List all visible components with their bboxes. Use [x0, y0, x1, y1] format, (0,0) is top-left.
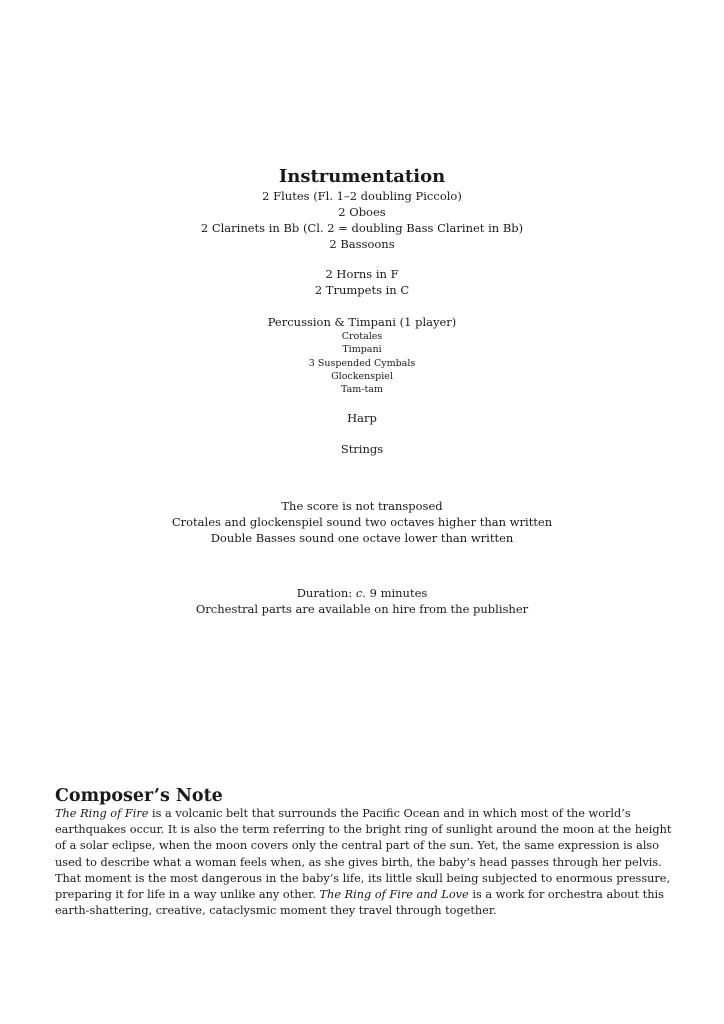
- instrument-line: Harp: [347, 411, 377, 425]
- percussion-item: Crotales: [341, 331, 383, 342]
- duration-value: 9 minutes: [365, 586, 428, 600]
- duration-block: [0, 585, 724, 617]
- duration-approx: c.: [355, 586, 366, 600]
- note-paragraph-part: is a work for orchestra about this earth-shattering, creative, cataclysmic moment they travel through together.: [55, 888, 664, 918]
- duration-line: [0, 585, 724, 601]
- harp-line: [0, 410, 724, 426]
- duration-label: Duration:: [296, 586, 356, 600]
- instrument-line: 2 Flutes (Fl. 1–2 doubling Piccolo): [262, 189, 462, 203]
- instrument-line: Strings: [340, 442, 384, 456]
- percussion-heading: Percussion & Timpani (1 player): [267, 315, 457, 329]
- composers-note-text: [55, 806, 677, 919]
- performance-note: Double Basses sound one octave lower than written: [210, 531, 514, 545]
- instrument-line: 2 Trumpets in C: [314, 283, 410, 297]
- instrument-line: 2 Clarinets in Bb (Cl. 2 = doubling Bass Clarinet in Bb): [200, 221, 524, 235]
- note-paragraph-part: is a volcanic belt that surrounds the Pacific Ocean and in which most of the world’s earthquakes occur. It is also the term referring to the bright ring of sunlight around the moon at the height of a solar eclipse, when the moon covers only the central part of the sun. Yet, the same expression is also used to describe what a woman feels when, as she gives birth, the baby’s head passes through her pelvis. That moment is the most dangerous in the baby’s life, its little skull being subjected to enormous pressure, preparing it for life in a way unlike any other.: [55, 807, 672, 902]
- work-title: The Ring of Fire and Love: [319, 888, 469, 902]
- percussion-item: Timpani: [342, 344, 382, 356]
- percussion-list: [0, 314, 724, 396]
- percussion-item: 3 Suspended Cymbals: [308, 357, 416, 369]
- performance-notes: [0, 498, 724, 546]
- percussion-item: Glockenspiel: [331, 370, 393, 382]
- brass-list: [0, 266, 724, 298]
- performance-note: The score is not transposed: [281, 499, 443, 513]
- instrument-line: 2 Bassoons: [329, 237, 395, 251]
- percussion-item: Tam-tam: [341, 384, 383, 396]
- instrument-line: 2 Oboes: [338, 205, 386, 219]
- parts-availability: Orchestral parts are available on hire from the publisher: [195, 602, 529, 616]
- instrument-line: 2 Horns in F: [325, 267, 399, 281]
- performance-note: Crotales and glockenspiel sound two octaves higher than written: [171, 515, 553, 529]
- strings-line: [0, 441, 724, 457]
- composers-note-heading: Composer’s Note: [55, 786, 223, 806]
- instrumentation-heading: Instrumentation: [278, 166, 446, 187]
- woodwinds-list: [0, 188, 724, 252]
- work-title: The Ring of Fire: [55, 807, 149, 820]
